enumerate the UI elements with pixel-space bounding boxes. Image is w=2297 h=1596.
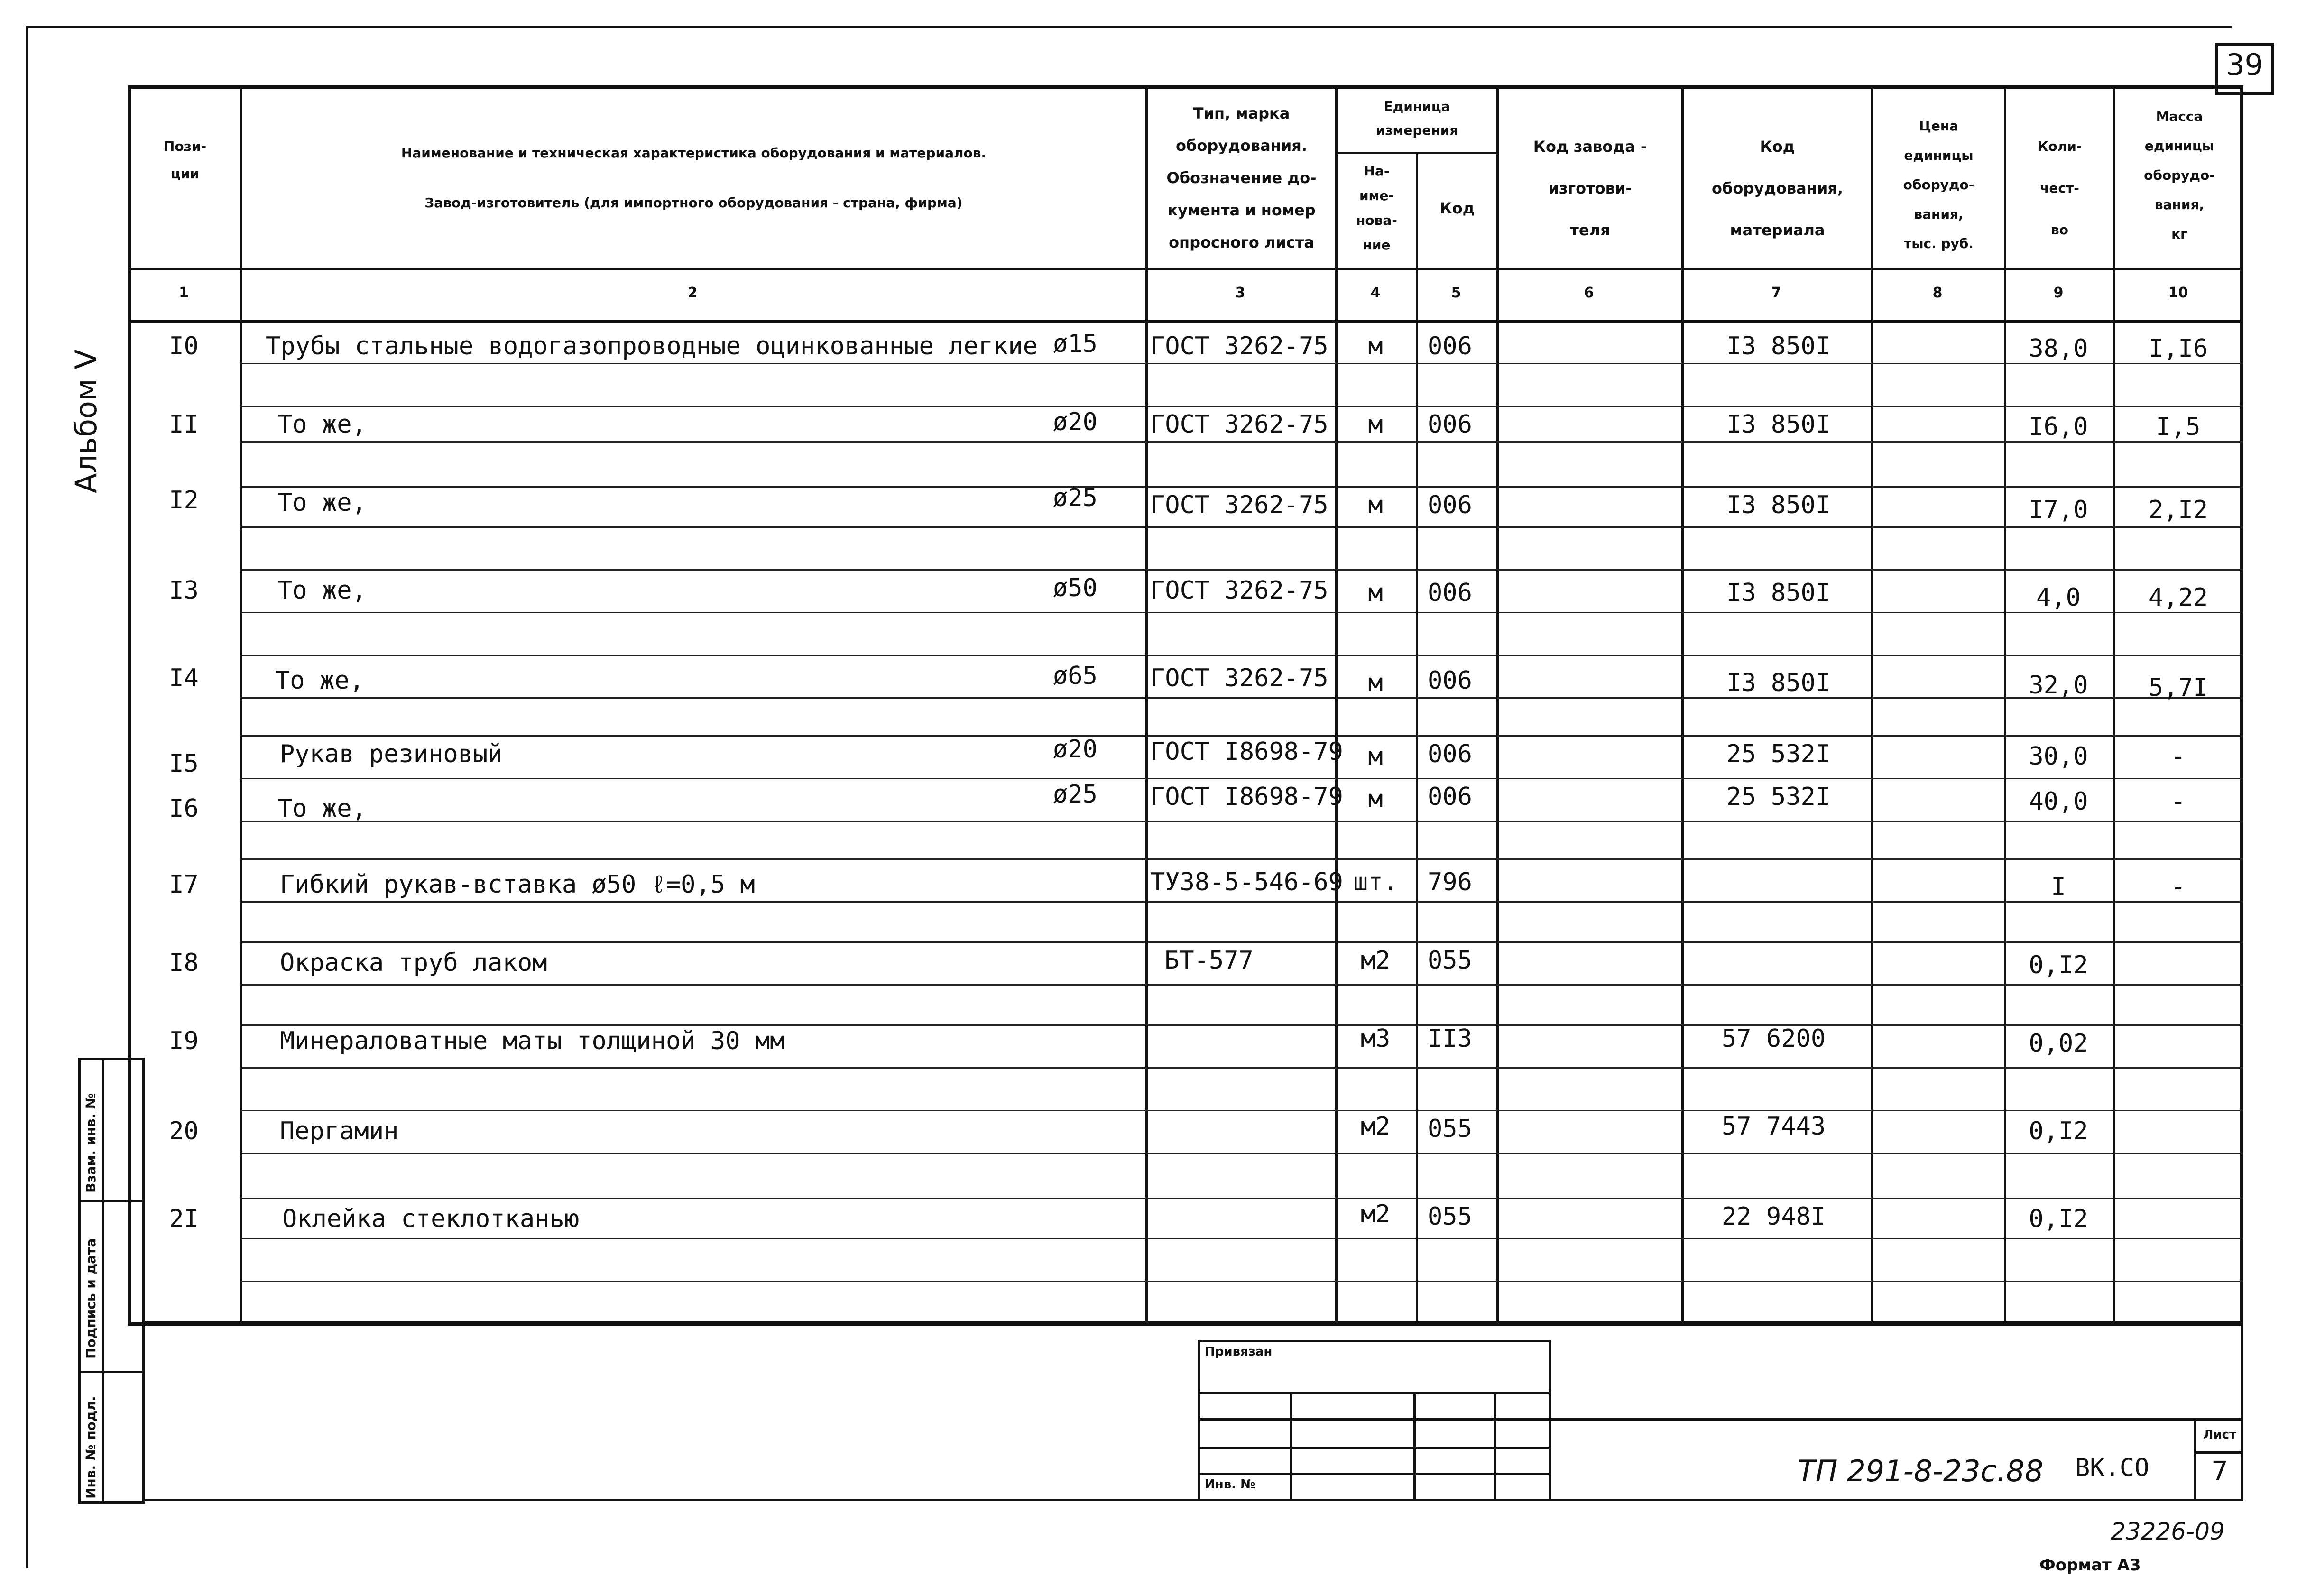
unit-cell: м: [1368, 491, 1383, 519]
mass-cell: 4,22: [2148, 583, 2208, 612]
unit-cell: м: [1368, 410, 1383, 439]
left-border-line: [26, 26, 28, 1568]
row-line: [240, 778, 2243, 779]
name-cell: Окраска труб лаком: [280, 949, 547, 977]
doc-cell: ГОСТ 3262-75: [1150, 410, 1328, 439]
document-code: ТП 291-8-23с.88: [1798, 1454, 2044, 1488]
binding-stamp-divider: [1494, 1392, 1496, 1501]
header-col9: Коли- чест- во: [2037, 138, 2082, 238]
col-divider-2: [1145, 85, 1148, 1326]
binding-stamp-line: [1198, 1473, 1551, 1475]
binding-label: Привязан: [1205, 1345, 1273, 1359]
position-cell: 20: [169, 1117, 199, 1145]
position-cell: I8: [169, 949, 199, 977]
sheet-label: Лист: [2203, 1428, 2237, 1442]
row-line: [240, 441, 2243, 443]
name-cell: Минераловатные маты толщиной 30 мм: [280, 1027, 785, 1055]
row-line: [240, 655, 2243, 656]
unit-group-line: [1335, 152, 1496, 154]
row-line: [240, 1067, 2243, 1069]
name-cell: То же,: [277, 576, 367, 605]
unit-cell: м: [1368, 579, 1383, 607]
position-cell: I0: [169, 332, 199, 360]
position-cell: I9: [169, 1027, 199, 1055]
name-cell: То же,: [275, 666, 364, 695]
mass-cell: -: [2170, 787, 2186, 816]
side-stamp-divider: [102, 1058, 104, 1504]
material-code-cell: 57 7443: [1722, 1112, 1826, 1141]
title-block-bottom: [145, 1499, 2243, 1501]
header-col4: На- име- нова- ние: [1356, 163, 1397, 253]
page-number: 39: [2226, 47, 2263, 82]
diameter-cell: ø65: [1053, 662, 1098, 690]
quantity-cell: 0,I2: [2029, 951, 2088, 979]
material-code-cell: I3 850I: [1726, 579, 1831, 607]
header-bottom-line: [128, 268, 2243, 270]
col-divider-9: [2113, 85, 2115, 1326]
material-code-cell: 25 532I: [1726, 740, 1831, 768]
quantity-cell: 38,0: [2029, 334, 2088, 363]
row-line: [240, 612, 2243, 613]
doc-cell: ГОСТ 3262-75: [1150, 332, 1328, 360]
diameter-cell: ø25: [1053, 484, 1098, 512]
header-col3: Тип, марка оборудования. Обозначение до- кумента и номер опросного листа: [1166, 104, 1317, 251]
col-number: 10: [2168, 285, 2188, 301]
unit-cell: м3: [1360, 1024, 1391, 1053]
unit-code-cell: 055: [1428, 946, 1472, 975]
header-unit-group: Единица измерения: [1375, 99, 1458, 138]
col-number: 1: [179, 285, 189, 301]
name-cell: Трубы стальные водогазопроводные оцинкованные легкие: [266, 332, 1038, 360]
unit-code-cell: II3: [1428, 1024, 1472, 1053]
doc-cell: БТ-577: [1164, 946, 1254, 975]
row-line: [240, 569, 2243, 571]
mass-cell: -: [2170, 742, 2186, 771]
mass-cell: 5,7I: [2148, 673, 2208, 702]
unit-code-cell: 006: [1428, 410, 1472, 439]
col-number: 7: [1771, 285, 1781, 301]
header-col6: Код завода - изготови- теля: [1533, 138, 1647, 239]
binding-stamp: [1198, 1340, 1551, 1501]
unit-cell: м: [1368, 669, 1383, 697]
unit-code-cell: 055: [1428, 1202, 1472, 1231]
diameter-cell: ø20: [1053, 408, 1098, 436]
col-number: 2: [687, 285, 698, 301]
quantity-cell: 40,0: [2029, 787, 2088, 816]
unit-cell: м: [1368, 742, 1383, 771]
col-number: 9: [2053, 285, 2064, 301]
row-line: [240, 1110, 2243, 1111]
diameter-cell: ø50: [1053, 574, 1098, 602]
unit-code-cell: 796: [1428, 868, 1472, 896]
name-cell: Оклейка стеклотканью: [282, 1205, 580, 1233]
doc-cell: ГОСТ 3262-75: [1150, 664, 1328, 692]
row-line: [240, 1198, 2243, 1199]
name-cell: Пергамин: [280, 1117, 399, 1145]
unit-code-cell: 006: [1428, 332, 1472, 360]
doc-cell: ТУ38-5-546-69: [1150, 868, 1343, 896]
quantity-cell: 4,0: [2036, 583, 2081, 612]
row-line: [240, 406, 2243, 407]
header-col2: Наименование и техническая характеристика оборудования и материалов. Завод-изготовитель (для импортного оборудования - страна, фирма): [401, 145, 987, 211]
unit-code-cell: 006: [1428, 491, 1472, 519]
top-border-line: [26, 26, 2232, 28]
doc-cell: ГОСТ 3262-75: [1150, 491, 1328, 519]
quantity-cell: 0,I2: [2029, 1205, 2088, 1233]
material-code-cell: 57 6200: [1722, 1024, 1826, 1053]
row-line: [240, 821, 2243, 822]
inventory-label: Инв. №: [1205, 1477, 1255, 1492]
section-code: ВК.СО: [2075, 1454, 2149, 1482]
row-line: [240, 984, 2243, 986]
row-line: [240, 1153, 2243, 1154]
unit-cell: м2: [1360, 946, 1391, 975]
spec-table: [128, 85, 2243, 1326]
doc-cell: ГОСТ I8698-79: [1150, 738, 1343, 766]
numbers-row-line: [128, 320, 2243, 323]
doc-cell: ГОСТ I8698-79: [1150, 783, 1343, 811]
binding-stamp-divider: [1413, 1392, 1416, 1501]
col-number: 5: [1451, 285, 1461, 301]
side-stamp-line: [78, 1200, 145, 1202]
row-line: [240, 1281, 2243, 1282]
material-code-cell: 25 532I: [1726, 783, 1831, 811]
row-line: [240, 1238, 2243, 1239]
album-label: Альбом V: [69, 349, 103, 493]
col-divider-5: [1496, 85, 1499, 1326]
row-line: [240, 858, 2243, 860]
diameter-cell: ø25: [1053, 780, 1098, 809]
header-col8: Цена единицы оборудо- вания, тыс. руб.: [1903, 118, 1974, 251]
title-block-top: [145, 1321, 2243, 1323]
binding-stamp-line: [1198, 1392, 1551, 1394]
position-cell: II: [169, 410, 199, 439]
header-col5: Код: [1439, 199, 1475, 217]
material-code-cell: I3 850I: [1726, 491, 1831, 519]
col-divider-7: [1871, 85, 1873, 1326]
position-cell: 2I: [169, 1205, 199, 1233]
unit-code-cell: 006: [1428, 783, 1472, 811]
doc-code-line: [1551, 1418, 2243, 1421]
position-cell: I5: [169, 749, 199, 778]
unit-code-cell: 006: [1428, 740, 1472, 768]
quantity-cell: I6,0: [2029, 413, 2088, 441]
header-col10: Масса единицы оборудо- вания, кг: [2144, 109, 2215, 242]
header-col7: Код оборудования, материала: [1712, 138, 1843, 239]
diameter-cell: ø15: [1053, 330, 1098, 358]
binding-stamp-line: [1198, 1418, 1551, 1421]
quantity-cell: 0,I2: [2029, 1117, 2088, 1145]
side-stamp-line: [78, 1371, 145, 1373]
row-line: [240, 941, 2243, 943]
side-stamp-label: Инв. № подл.: [83, 1396, 99, 1499]
mass-cell: 2,I2: [2148, 496, 2208, 524]
position-cell: I3: [169, 576, 199, 605]
col-divider-6: [1681, 85, 1684, 1326]
quantity-cell: 30,0: [2029, 742, 2088, 771]
side-stamp-label: Взам. инв. №: [83, 1093, 99, 1193]
col-number: 3: [1235, 285, 1245, 301]
mass-cell: I,I6: [2148, 334, 2208, 363]
material-code-cell: I3 850I: [1726, 410, 1831, 439]
mass-cell: I,5: [2156, 413, 2201, 441]
unit-cell: м: [1368, 785, 1383, 813]
name-cell: То же,: [277, 410, 367, 439]
binding-stamp-divider: [1290, 1392, 1292, 1501]
name-cell: Рукав резиновый: [280, 740, 503, 768]
mass-cell: -: [2170, 873, 2186, 901]
col-divider-4: [1416, 152, 1418, 1326]
col-divider-1: [240, 85, 242, 1326]
doc-cell: ГОСТ 3262-75: [1150, 576, 1328, 605]
unit-code-cell: 006: [1428, 579, 1472, 607]
quantity-cell: 0,02: [2029, 1029, 2088, 1058]
material-code-cell: I3 850I: [1726, 669, 1831, 697]
position-cell: I4: [169, 664, 199, 692]
quantity-cell: I: [2051, 873, 2066, 901]
format-label: Формат А3: [2039, 1556, 2141, 1575]
unit-code-cell: 006: [1428, 666, 1472, 695]
row-line: [240, 1024, 2243, 1026]
col-number: 8: [1932, 285, 1943, 301]
position-cell: I2: [169, 486, 199, 515]
row-line: [240, 697, 2243, 699]
position-cell: I6: [169, 794, 199, 823]
col-number: 6: [1584, 285, 1594, 301]
unit-cell: м2: [1360, 1112, 1391, 1141]
material-code-cell: I3 850I: [1726, 332, 1831, 360]
row-line: [240, 901, 2243, 903]
row-line: [240, 486, 2243, 488]
quantity-cell: 32,0: [2029, 671, 2088, 700]
position-cell: I7: [169, 870, 199, 899]
side-stamp-label: Подпись и дата: [83, 1238, 99, 1359]
archive-number: 23226-09: [2111, 1518, 2225, 1545]
sheet-box-line: [2194, 1451, 2243, 1454]
binding-stamp-line: [1198, 1447, 1551, 1449]
name-cell: То же,: [277, 489, 367, 517]
col-number: 4: [1370, 285, 1381, 301]
name-cell: Гибкий рукав-вставка ø50 ℓ=0,5 м: [280, 870, 755, 899]
sheet-number: 7: [2211, 1456, 2228, 1487]
unit-cell: м2: [1360, 1200, 1391, 1228]
header-col1: Пози- ции: [163, 138, 207, 182]
unit-cell: м: [1368, 332, 1383, 360]
name-cell: То же,: [277, 794, 367, 823]
unit-cell: шт.: [1353, 868, 1398, 896]
quantity-cell: I7,0: [2029, 496, 2088, 524]
row-line: [240, 735, 2243, 737]
material-code-cell: 22 948I: [1722, 1202, 1826, 1231]
diameter-cell: ø20: [1053, 735, 1098, 764]
row-line: [240, 363, 2243, 364]
unit-code-cell: 055: [1428, 1115, 1472, 1143]
row-line: [240, 526, 2243, 528]
